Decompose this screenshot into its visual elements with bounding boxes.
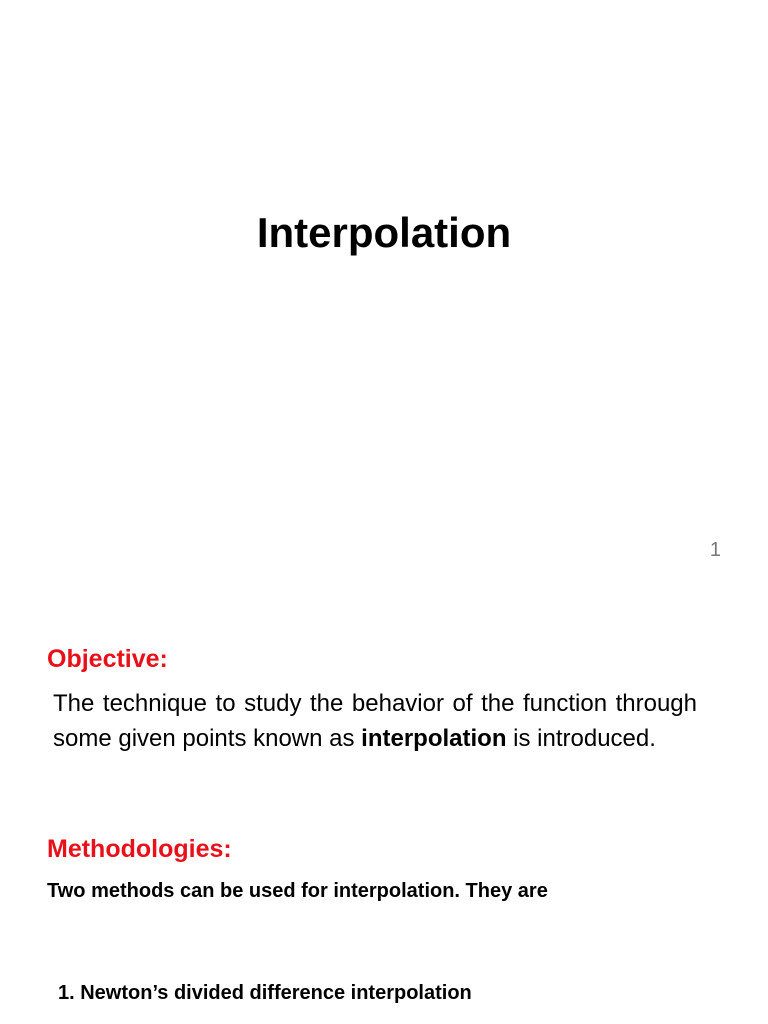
objective-text-before: The technique to study the behavior of the function through some given points known as: [53, 690, 697, 752]
slide-2: [0, 590, 768, 1024]
methodologies-heading: Methodologies:: [47, 835, 232, 863]
slide-title: Interpolation: [256, 209, 512, 256]
objective-text-after: is introduced.: [506, 725, 656, 752]
slide-number: 1: [709, 539, 721, 561]
methods-intro: Two methods can be used for interpolation. They are: [47, 880, 548, 902]
objective-text-bold: interpolation: [361, 725, 507, 752]
objective-paragraph: [53, 686, 697, 756]
objective-heading: Objective:: [47, 645, 168, 673]
method-item-newton: 1. Newton’s divided difference interpolation: [58, 982, 472, 1004]
